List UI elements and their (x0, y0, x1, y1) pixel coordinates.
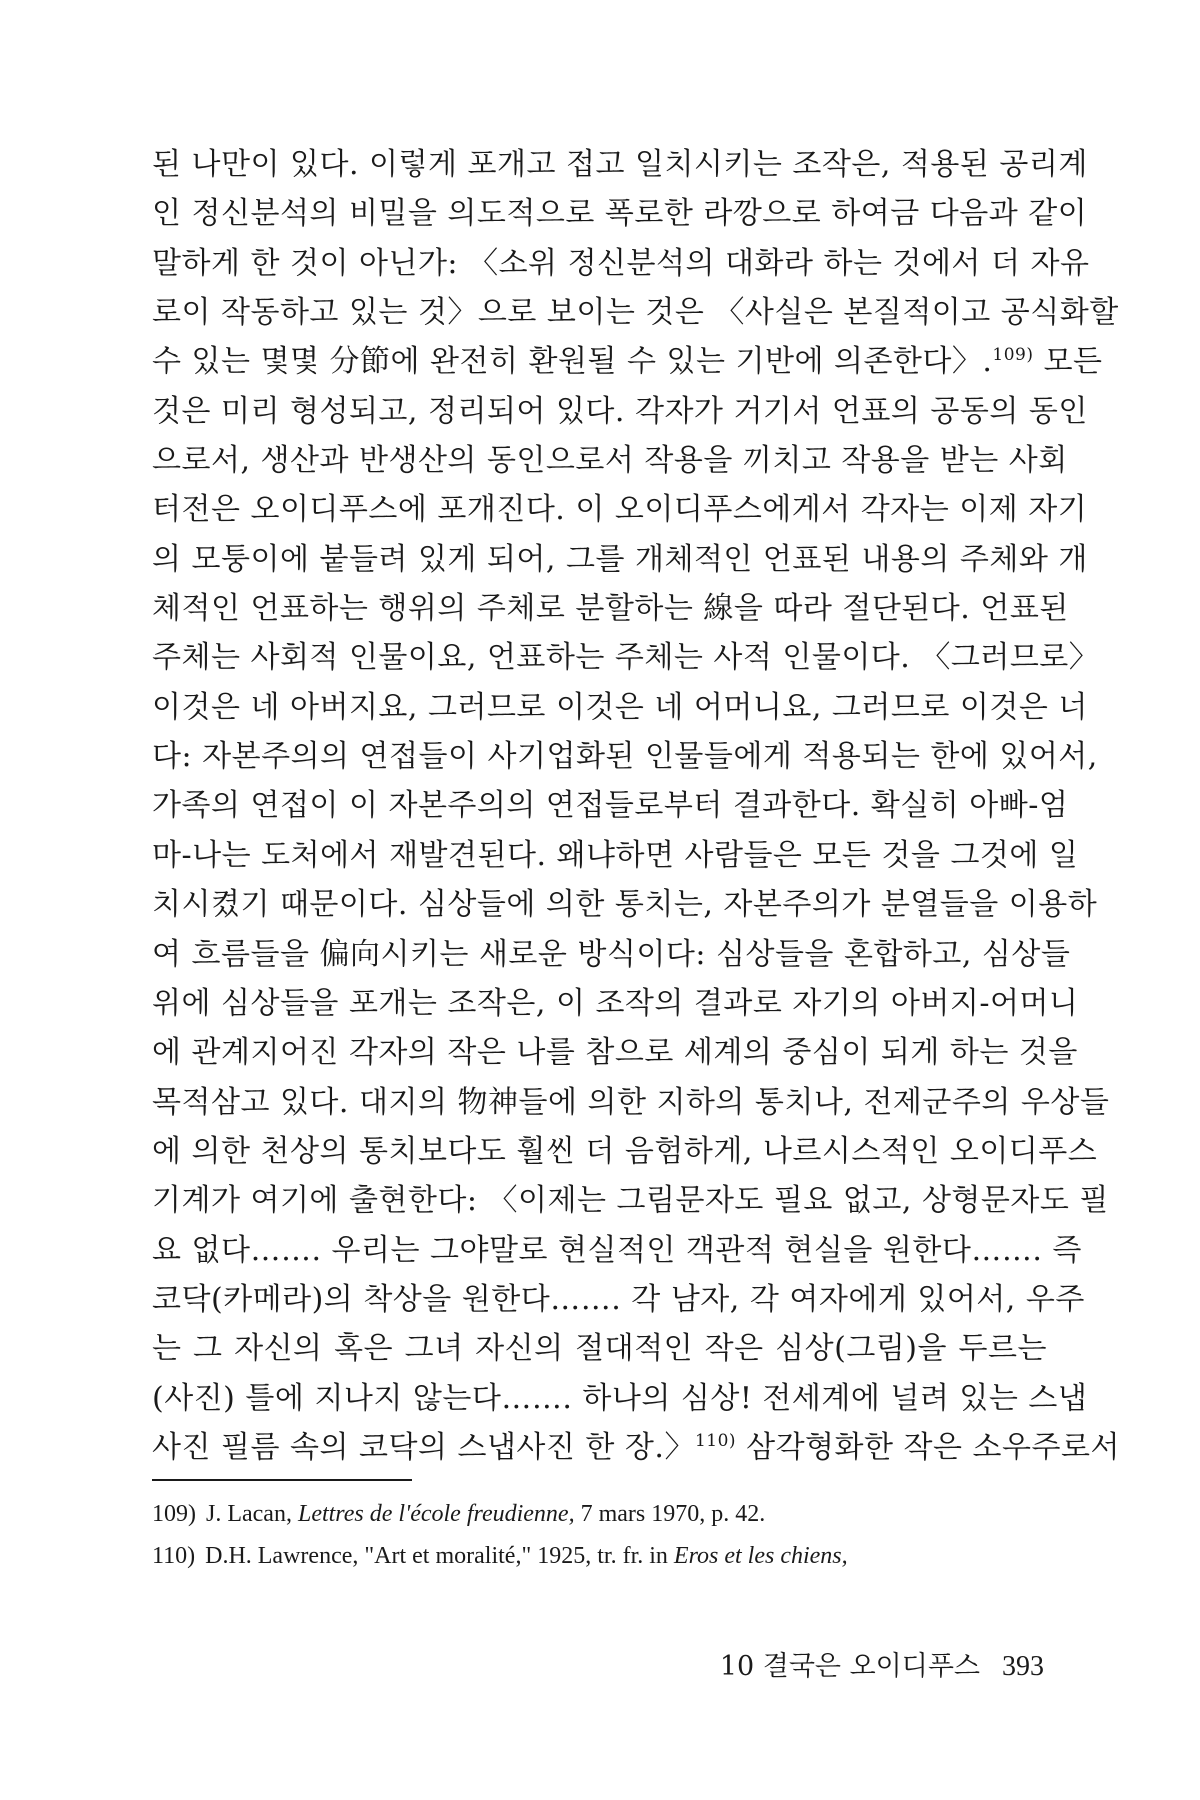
text-line (152, 1423, 1120, 1472)
footnote-marker: 110) (694, 1430, 737, 1451)
text-line (152, 337, 1103, 386)
footnote-title: Lettres de l'école freudienne, (297, 1501, 575, 1527)
text-line: 인 정신분석의 비밀을 의도적으로 폭로한 라깡으로 하여금 다음과 같이 (152, 196, 1088, 232)
text-line: 위에 심상들을 포개는 조작은, 이 조작의 결과로 자기의 아버지-어머니 (152, 985, 1079, 1021)
chapter-title: 10 결국은 오이디푸스 (719, 1651, 980, 1682)
text-line-segment: 사진 필름 속의 코닥의 스냅사진 한 장.〉 (152, 1429, 695, 1465)
text-line: 말하게 한 것이 아닌가: 〈소위 정신분석의 대화라 하는 것에서 더 자유 (152, 245, 1090, 281)
footnote-text: D.H. Lawrence, "Art et moralité," 1925, tr. fr. in (205, 1543, 668, 1569)
footnote-number: 109) (152, 1501, 196, 1527)
text-line: (사진) 틀에 지나지 않는다……. 하나의 심상! 전세계에 널려 있는 스냅 (152, 1380, 1088, 1416)
footnote-title: Eros et les chiens, (673, 1543, 848, 1569)
text-line: 터전은 오이디푸스에 포개진다. 이 오이디푸스에게서 각자는 이제 자기 (152, 492, 1088, 528)
footnote-marker: 109) (992, 345, 1034, 366)
body-text (152, 140, 1120, 1472)
text-line: 주체는 사회적 인물이요, 언표하는 주체는 사적 인물이다. 〈그러므로〉 (152, 640, 1100, 676)
text-line: 로이 작동하고 있는 것〉으로 보이는 것은 〈사실은 본질적이고 공식화할 (152, 295, 1119, 331)
running-footer (720, 1647, 1044, 1687)
text-line: 가족의 연접이 이 자본주의의 연접들로부터 결과한다. 확실히 아빠-엄 (152, 788, 1069, 824)
footnote-text: 7 mars 1970, p. 42. (580, 1501, 766, 1527)
text-line: 에 의한 천상의 통치보다도 훨씬 더 음험하게, 나르시스적인 오이디푸스 (152, 1133, 1098, 1169)
text-line: 는 그 자신의 혹은 그녀 자신의 절대적인 작은 심상(그림)을 두르는 (152, 1331, 1047, 1367)
footnote-item (152, 1535, 1047, 1577)
text-line: 으로서, 생산과 반생산의 동인으로서 작용을 끼치고 작용을 받는 사회 (152, 443, 1068, 479)
footnote-divider (152, 1479, 412, 1481)
footnotes (152, 1493, 1047, 1577)
text-line: 코닥(카메라)의 착상을 원한다……. 각 남자, 각 여자에게 있어서, 우주 (152, 1281, 1085, 1317)
text-line: 것은 미리 형성되고, 정리되어 있다. 각자가 거기서 언표의 공동의 동인 (152, 393, 1088, 429)
text-line: 기계가 여기에 출현한다: 〈이제는 그림문자도 필요 없고, 상형문자도 필 (152, 1183, 1109, 1219)
text-line-segment: 삼각형화한 작은 소우주로서 (746, 1429, 1120, 1465)
text-line: 목적삼고 있다. 대지의 物神들에 의한 지하의 통치나, 전제군주의 우상들 (152, 1084, 1110, 1120)
text-line: 요 없다……. 우리는 그야말로 현실적인 객관적 현실을 원한다……. 즉 (152, 1232, 1082, 1268)
text-line-segment: 수 있는 몇몇 分節에 완전히 환원될 수 있는 기반에 의존한다〉. (152, 344, 993, 380)
text-line: 다: 자본주의의 연접들이 사기업화된 인물들에게 적용되는 한에 있어서, (152, 739, 1098, 775)
text-line: 여 흐름들을 偏向시키는 새로운 방식이다: 심상들을 혼합하고, 심상들 (152, 936, 1071, 972)
text-line: 에 관계지어진 각자의 작은 나를 참으로 세계의 중심이 되게 하는 것을 (152, 1035, 1078, 1071)
text-line: 마-나는 도처에서 재발견된다. 왜냐하면 사람들은 모든 것을 그것에 일 (152, 837, 1079, 873)
text-line: 체적인 언표하는 행위의 주체로 분할하는 線을 따라 절단된다. 언표된 (152, 591, 1069, 627)
text-line: 의 모퉁이에 붙들려 있게 되어, 그를 개체적인 언표된 내용의 주체와 개 (152, 541, 1088, 577)
page-number: 393 (1002, 1651, 1044, 1682)
text-line: 치시켰기 때문이다. 심상들에 의한 통치는, 자본주의가 분열들을 이용하 (152, 887, 1098, 923)
footnote-number: 110) (152, 1543, 196, 1569)
footnote-item (152, 1493, 1047, 1535)
text-line-segment: 모든 (1043, 344, 1103, 380)
text-line: 이것은 네 아버지요, 그러므로 이것은 네 어머니요, 그러므로 이것은 너 (152, 689, 1088, 725)
footnote-text: J. Lacan, (206, 1501, 292, 1527)
text-line: 된 나만이 있다. 이렇게 포개고 접고 일치시키는 조작은, 적용된 공리계 (152, 147, 1088, 182)
